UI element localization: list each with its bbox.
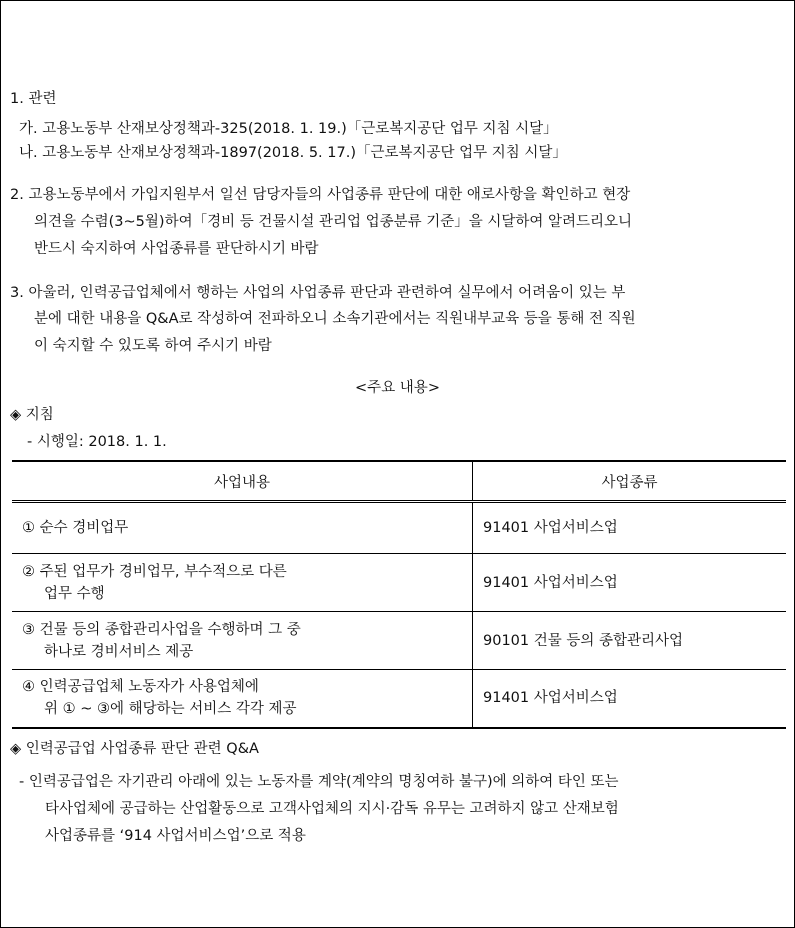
row-marker: ② [22,563,35,580]
section2-line-2: 의견을 수렴(3~5월)하여「경비 등 건물시설 관리업 업종분류 기준」을 시달하여 알려드리오니 [34,214,633,230]
row-content [12,554,473,612]
table-row [12,612,786,670]
row-content-line: 건물 등의 종합관리사업을 수행하며 그 중 [39,621,301,638]
row-content [12,502,473,554]
section2-line-1: 2. 고용노동부에서 가입지원부서 일선 담당자들의 사업종류 판단에 대한 애로사항을 확인하고 현장 [10,187,631,203]
section1-item-ga: 가. 고용노동부 산재보상정책과-325(2018. 1. 19.)「근로복지공단 업무 지침 시달」 [19,121,558,137]
row-content-line: 순수 경비업무 [39,520,129,536]
row-content-line: 주된 업무가 경비업무, 부수적으로 다른 [39,563,287,580]
row-type: 90101 건물 등의 종합관리사업 [473,612,787,670]
section3-line-3: 이 숙지할 수 있도록 하여 주시기 바람 [34,338,272,354]
qa-heading: ◈ 인력공급업 사업종류 판단 관련 Q&A [10,741,259,757]
section1-item-na: 나. 고용노동부 산재보상정책과-1897(2018. 5. 17.)「근로복지공단 업무 지침 시달」 [19,145,567,161]
guideline-heading: ◈ 지침 [10,407,54,423]
row-marker: ① [22,520,35,536]
section2-line-3: 반드시 숙지하여 사업종류를 판단하시기 바람 [34,241,319,257]
row-content-line: 위 ① ~ ③에 해당하는 서비스 각각 제공 [44,701,297,718]
header-business-type: 사업종류 [473,461,787,502]
row-content-line: 인력공급업체 노동자가 사용업체에 [39,679,259,696]
qa-line-1: - 인력공급업은 자기관리 아래에 있는 노동자를 계약(계약의 명칭여하 불구)에 의하여 타인 또는 [19,774,619,790]
section1-heading: 1. 관련 [10,91,57,107]
row-content-line: 하나로 경비서비스 제공 [44,643,194,660]
section3-line-2: 분에 대한 내용을 Q&A로 작성하여 전파하오니 소속기관에서는 직원내부교육 등을 통해 전 직원 [34,311,636,327]
table-row [12,502,786,554]
qa-line-2: 타사업체에 공급하는 산업활동으로 고객사업체의 지시·감독 유무는 고려하지 않고 산재보험 [45,801,619,817]
row-type: 91401 사업서비스업 [473,670,787,728]
row-marker: ③ [22,621,35,638]
row-type: 91401 사업서비스업 [473,554,787,612]
row-type: 91401 사업서비스업 [473,502,787,554]
business-type-table [12,460,786,729]
header-business-content: 사업내용 [12,461,473,502]
row-content [12,612,473,670]
row-marker: ④ [22,679,35,696]
main-content-title: <주요 내용> [355,380,440,396]
qa-line-3: 사업종류를 ‘914 사업서비스업’으로 적용 [45,828,306,844]
guideline-effective-date: - 시행일: 2018. 1. 1. [27,434,167,450]
table-row [12,670,786,728]
table-row [12,554,786,612]
section3-line-1: 3. 아울러, 인력공급업체에서 행하는 사업의 사업종류 판단과 관련하여 실무에서 어려움이 있는 부 [10,285,626,301]
row-content-line: 업무 수행 [44,585,105,602]
row-content [12,670,473,728]
